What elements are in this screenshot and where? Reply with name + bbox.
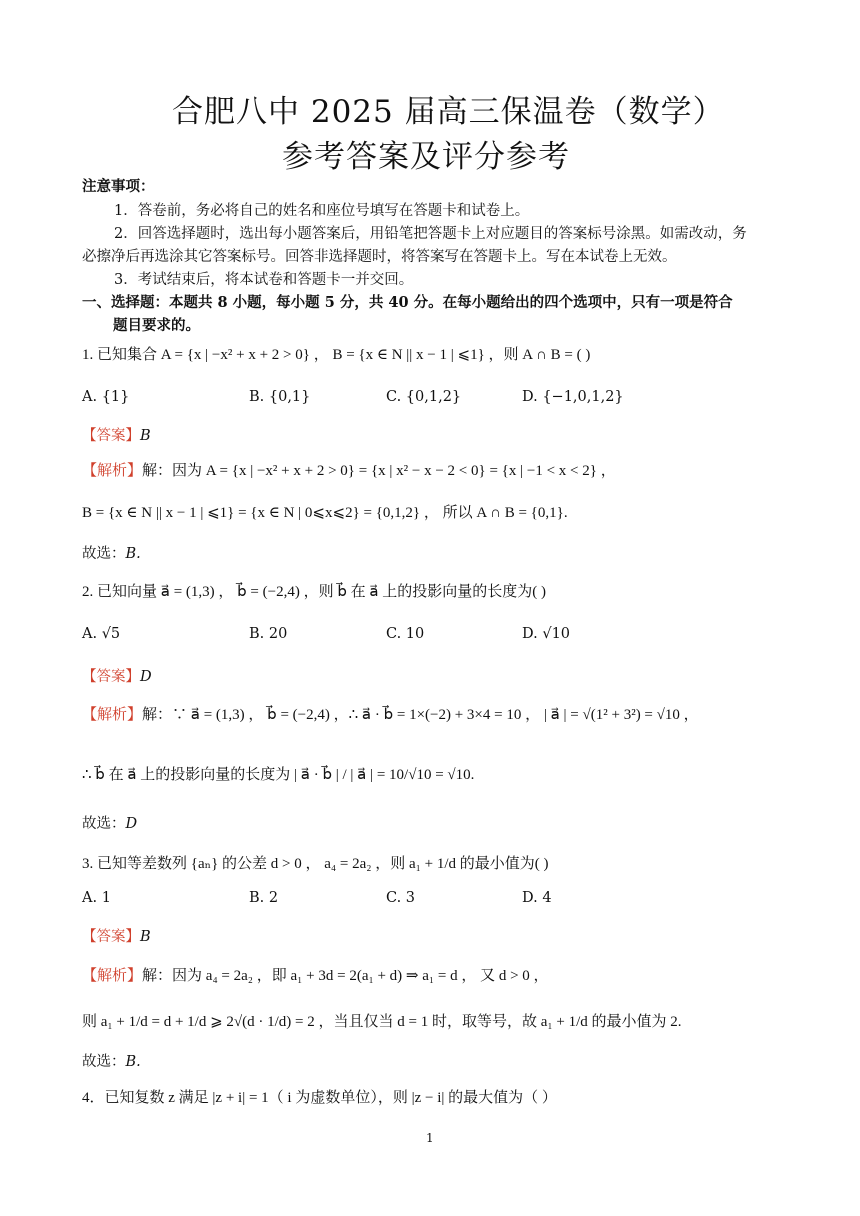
notice-heading: 注意事项：	[82, 178, 155, 195]
analysis-text: 因为 A = {x | −x² + x + 2 > 0} = {x | x² − x − 2 < 0} = {x | −1 < x < 2} ，	[172, 463, 616, 479]
notice-2: 2．回答选择题时，选出每小题答案后，用铅笔把答题卡上对应题目的答案标号涂黑。如需改动，务	[114, 226, 747, 242]
q1-analysis-line-1	[82, 459, 616, 480]
choose-label: 故选：	[82, 816, 126, 832]
doc-subtitle: 参考答案及评分参考	[282, 139, 570, 175]
choice-value: B.	[125, 546, 141, 562]
analysis-tag: 【解析】	[82, 707, 143, 723]
q2-analysis-line-1	[82, 703, 699, 724]
q1-option-b: B. {0,1}	[249, 389, 311, 405]
q1-option-a: A. {1}	[82, 389, 130, 405]
answer-value: B	[140, 428, 151, 444]
q2-option-a: A. √5	[82, 626, 121, 642]
analysis-tag: 【解析】	[82, 463, 143, 479]
choice-value: D	[125, 816, 138, 832]
q1-answer	[82, 424, 151, 445]
answer-tag: 【答案】	[82, 669, 140, 685]
solution-label: 解：	[142, 707, 173, 723]
doc-title: 合肥八中 2025 届高三保温卷（数学）	[172, 94, 725, 130]
answer-value: B	[140, 929, 151, 945]
q3-analysis-line-1	[82, 964, 549, 985]
solution-label: 解：	[142, 968, 173, 984]
question-1-stem: 1. 已知集合 A = {x | −x² + x + 2 > 0} ， B = {x ∈ N || x − 1 | ⩽1} ，则 A ∩ B = ( )	[82, 347, 591, 363]
q3-option-c: C. 3	[386, 890, 416, 906]
q2-option-d: D. √10	[522, 626, 571, 642]
choice-value: B.	[125, 1054, 141, 1070]
solution-label: 解：	[142, 463, 173, 479]
q1-option-d: D. {−1,0,1,2}	[522, 389, 624, 405]
q2-analysis-line-2: ∴ b⃗ 在 a⃗ 上的投影向量的长度为 | a⃗ · b⃗ | / | a⃗ | = 10/√10 = √10.	[82, 767, 475, 783]
page-number: 1	[426, 1131, 434, 1145]
analysis-text: 因为 a₄ = 2a₂ ，即 a₁ + 3d = 2(a₁ + d) ⇒ a₁ = d ， 又 d > 0 ，	[172, 968, 549, 984]
question-4-stem: 4．已知复数 z 满足 |z + i| = 1（ i 为虚数单位），则 |z − i| 的最大值为（ ）	[82, 1090, 557, 1106]
answer-value: D	[140, 669, 152, 685]
q2-option-b: B. 20	[249, 626, 288, 642]
section-heading: 一、选择题：本题共 8 小题，每小题 5 分，共 40 分。在每小题给出的四个选项中，只有一项是符合	[82, 294, 733, 311]
choose-label: 故选：	[82, 546, 126, 562]
question-2-stem: 2. 已知向量 a⃗ = (1,3) ， b⃗ = (−2,4) ，则 b⃗ 在 a⃗ 上的投影向量的长度为( )	[82, 584, 547, 600]
analysis-text: ∵ a⃗ = (1,3) ， b⃗ = (−2,4) ，∴ a⃗ · b⃗ = 1×(−2) + 3×4 = 10 ， | a⃗ | = √(1² + 3²) = √10 ，	[172, 707, 699, 723]
answer-tag: 【答案】	[82, 428, 140, 444]
q1-analysis-line-2: B = {x ∈ N || x − 1 | ⩽1} = {x ∈ N | 0⩽x⩽2} = {0,1,2} ， 所以 A ∩ B = {0,1}.	[82, 505, 568, 521]
q2-option-c: C. 10	[386, 626, 425, 642]
q3-option-d: D. 4	[522, 890, 552, 906]
notice-4: 3．考试结束后，将本试卷和答题卡一并交回。	[114, 272, 414, 288]
q2-choice	[82, 812, 137, 833]
analysis-tag: 【解析】	[82, 968, 143, 984]
q3-answer	[82, 925, 151, 946]
q1-option-c: C. {0,1,2}	[386, 389, 462, 405]
section-heading-cont: 题目要求的。	[113, 317, 200, 334]
q3-option-a: A. 1	[82, 890, 111, 906]
notice-1: 1．答卷前，务必将自己的姓名和座位号填写在答题卡和试卷上。	[114, 203, 530, 219]
q1-choice	[82, 542, 141, 563]
answer-tag: 【答案】	[82, 929, 140, 945]
choose-label: 故选：	[82, 1054, 126, 1070]
q3-analysis-line-2: 则 a₁ + 1/d = d + 1/d ⩾ 2√(d · 1/d) = 2 ，当且仅当 d = 1 时，取等号，故 a₁ + 1/d 的最小值为 2.	[82, 1014, 682, 1030]
q2-answer	[82, 665, 152, 686]
q3-option-b: B. 2	[249, 890, 279, 906]
notice-3: 必擦净后再选涂其它答案标号。回答非选择题时，将答案写在答题卡上。写在本试卷上无效。	[82, 249, 677, 265]
question-3-stem: 3. 已知等差数列 {aₙ} 的公差 d > 0 ， a₄ = 2a₂ ，则 a₁ + 1/d 的最小值为( )	[82, 856, 549, 872]
q3-choice	[82, 1050, 141, 1071]
